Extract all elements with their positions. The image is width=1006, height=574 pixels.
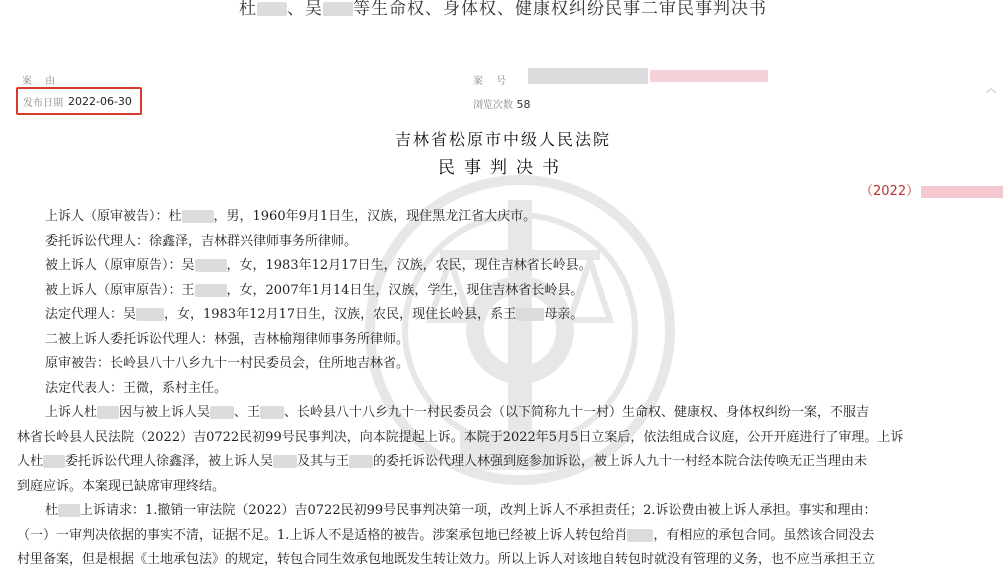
redaction — [257, 2, 287, 16]
case-number-redaction — [528, 68, 648, 84]
redaction — [136, 308, 164, 321]
redaction — [260, 406, 284, 419]
redaction — [58, 504, 80, 517]
redaction — [210, 406, 234, 419]
redaction — [516, 308, 544, 321]
court-name: 吉林省松原市中级人民法院 — [394, 130, 611, 149]
appeal-request-line-3: 村里备案，但是根据《土地承包法》的规定，转包合同生效承包地既发生转让效力。所以上诉人对该地自转包时就没有管理的义务，也不应当承担王立 — [17, 552, 876, 567]
appellant-agent-line: 委托诉讼代理人：徐鑫泽，吉林群兴律师事务所律师。 — [45, 233, 358, 249]
case-number-redaction-pink — [650, 70, 768, 82]
judgment-body — [17, 205, 1003, 573]
case-code: （2022） — [860, 180, 1003, 199]
redaction — [627, 529, 653, 542]
publish-date-box — [16, 87, 142, 115]
appellees-agent-line: 二被上诉人委托诉讼代理人：林强，吉林榆翔律师事务所律师。 — [45, 331, 410, 347]
publish-date-label: 发布日期 — [23, 97, 63, 109]
original-defendant-line: 原审被告：长岭县八十八乡九十一村民委员会，住所地吉林省。 — [45, 356, 410, 371]
redaction — [97, 406, 119, 419]
publish-date: 2022-06-30 — [68, 94, 132, 108]
case-intro-line-4: 到庭应诉。本案现已缺席审理终结。 — [17, 478, 226, 494]
case-intro-line-2: 林省长岭县人民法院（2022）吉0722民初99号民事判决，向本院提起上诉。本院于2022年5月5日立案后，依法组成合议庭，公开开庭进行了审理。上诉 — [17, 429, 904, 445]
case-number-label: 案 号 — [473, 76, 512, 87]
redaction — [323, 2, 353, 16]
view-count-label: 浏览次数 — [473, 100, 513, 111]
view-count — [473, 96, 531, 111]
redaction — [349, 455, 373, 468]
document-type: 民事判决书 — [438, 158, 568, 178]
fold-chevron-icon[interactable]: ︿ — [986, 84, 996, 95]
case-intro-line-3: 人杜 委托诉讼代理人徐鑫泽，被上诉人吴 及其与王 的委托诉讼代理人林强到庭参加诉讼，被上诉人九十一村经本院合法传唤无正当理由未 — [17, 454, 868, 469]
appeal-request-line-1: 杜 上诉请求：1.撤销一审法院（2022）吉0722民初99号民事判决第一项，改判上诉人不承担责任；2.诉讼费由被上诉人承担。事实和理由： — [45, 503, 877, 518]
legal-representative-line: 法定代理人：吴 ，女，1983年12月17日生，汉族，农民，现住长岭县，系王 母亲。 — [45, 307, 584, 322]
redaction — [182, 210, 214, 223]
case-intro-line-1: 上诉人杜 因与被上诉人吴 、王 、长岭县八十八乡九十一村民委员会（以下简称九十一村）生命权、健康权、身体权纠纷一案，不服吉 — [45, 405, 870, 420]
cause-label: 案 由 — [22, 76, 61, 87]
legal-rep-village-line: 法定代表人：王微，系村主任。 — [45, 380, 228, 396]
redaction — [195, 284, 227, 297]
appellee-1-line: 被上诉人（原审原告）：吴 ，女，1983年12月17日生，汉族，农民，现住吉林省长岭县。 — [45, 258, 592, 273]
appeal-request-line-2: （一）一审判决依据的事实不清，证据不足。1.上诉人不是适格的被告。涉案承包地已经被上诉人转包给肖 ，有相应的承包合同。虽然该合同没去 — [17, 527, 875, 543]
document-title: 杜 、吴 等生命权、身体权、健康权纠纷民事二审民事判决书 — [239, 0, 767, 19]
redaction — [43, 455, 65, 468]
redaction — [195, 259, 227, 272]
view-count-value: 58 — [516, 98, 531, 111]
case-code-redaction — [921, 186, 1003, 198]
appellant-line: 上诉人（原审被告）：杜 ，男，1960年9月1日生，汉族，现住黑龙江省大庆市。 — [45, 209, 537, 224]
appellee-2-line: 被上诉人（原审原告）：王 ，女，2007年1月14日生，汉族，学生，现住吉林省长岭县。 — [45, 282, 584, 298]
redaction — [273, 455, 297, 468]
